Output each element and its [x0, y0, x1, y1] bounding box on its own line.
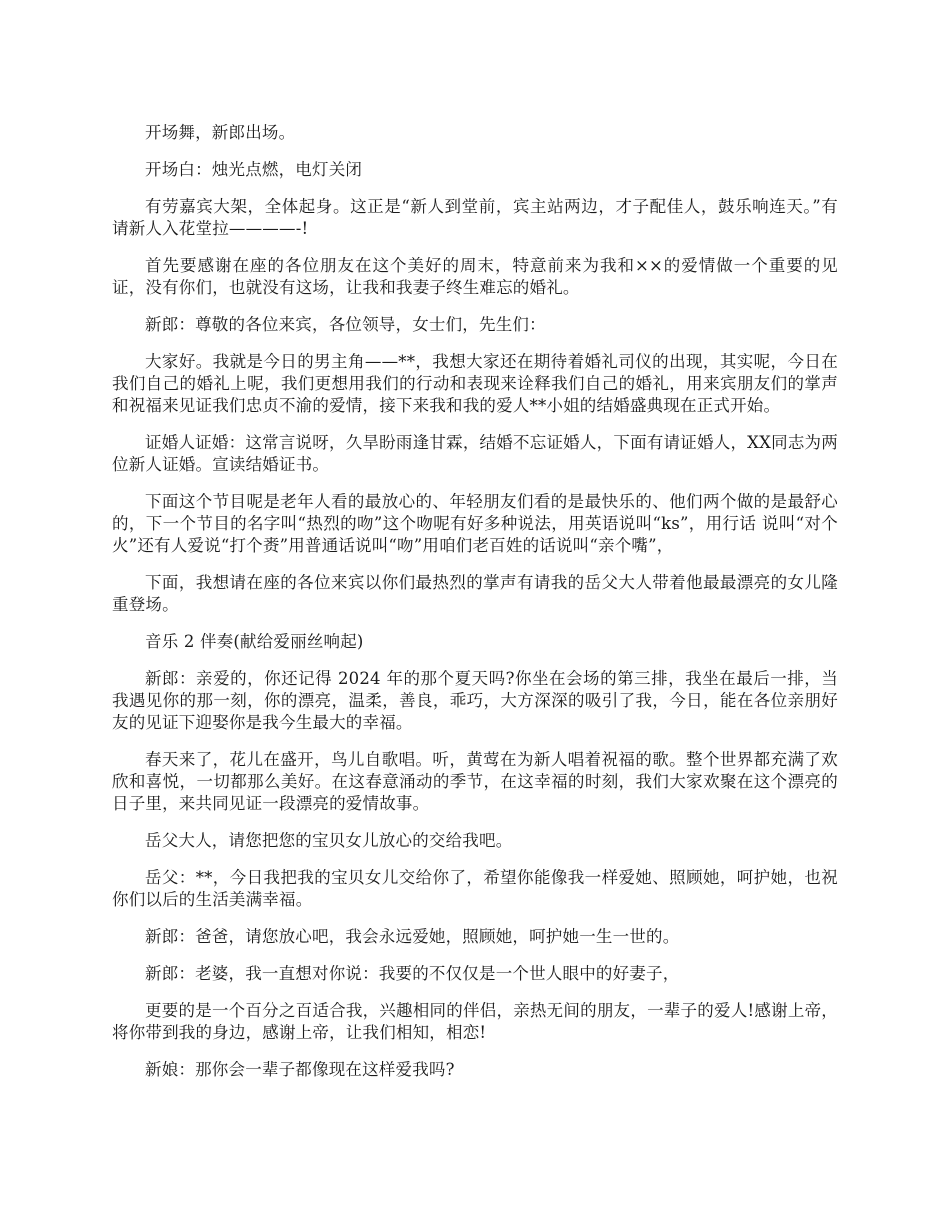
paragraph: 下面这个节目呢是老年人看的最放心的、年轻朋友们看的是最快乐的、他们两个做的是最舒心的，下一个节目的名字叫“热烈的吻”这个吻呢有好多种说法，用英语说叫“ks”，用行话 说叫“对个火”还有人爱说“打个赉”用普通话说叫“吻”用咱们老百姓的话说叫“亲个嘴”，: [112, 492, 838, 555]
paragraph: 下面，我想请在座的各位来宾以你们最热烈的掌声有请我的岳父大人带着他最最漂亮的女儿隆重登场。: [112, 573, 838, 614]
paragraph: 新郎：老婆，我一直想对你说：我要的不仅仅是一个世人眼中的好妻子，: [145, 964, 680, 983]
paragraph: 岳父大人，请您把您的宝贝女儿放心的交给我吧。: [145, 831, 513, 850]
paragraph: 新郎：爸爸，请您放心吧，我会永远爱她，照顾她，呵护她一生一世的。: [145, 927, 680, 946]
paragraph: 开场舞，新郎出场。: [145, 123, 296, 142]
paragraph: 春天来了，花儿在盛开，鸟儿自歌唱。听，黄莺在为新人唱着祝福的歌。整个世界都充满了欢欣和喜悦，一切都那么美好。在这春意涌动的季节，在这幸福的时刻，我们大家欢聚在这个漂亮的日子里，来共同见证一段漂亮的爱情故事。: [112, 750, 838, 813]
paragraph: 音乐 2 伴奏(献给爱丽丝响起): [145, 632, 364, 651]
paragraph: 首先要感谢在座的各位朋友在这个美好的周末，特意前来为我和××的爱情做一个重要的见证，没有你们，也就没有这场，让我和我妻子终生难忘的婚礼。: [112, 256, 838, 297]
paragraph: 岳父：**，今日我把我的宝贝女儿交给你了，希望你能像我一样爱她、照顾她，呵护她，也祝你们以后的生活美满幸福。: [112, 868, 838, 909]
paragraph: 新郎：尊敬的各位来宾，各位领导，女士们，先生们：: [145, 315, 546, 334]
paragraph: 证婚人证婚：这常言说呀，久旱盼雨逢甘霖，结婚不忘证婚人，下面有请证婚人，XX同志为两位新人证婚。宣读结婚证书。: [112, 433, 838, 474]
paragraph: 开场白：烛光点燃，电灯关闭: [145, 160, 363, 179]
paragraph: 新娘：那你会一辈子都像现在这样爱我吗?: [145, 1060, 455, 1079]
paragraph: 更要的是一个百分之百适合我，兴趣相同的伴侣，亲热无间的朋友，一辈子的爱人!感谢上帝，将你带到我的身边，感谢上帝，让我们相知，相恋!: [112, 1001, 838, 1042]
paragraph: 新郎：亲爱的，你还记得 2024 年的那个夏天吗?你坐在会场的第三排，我坐在最后一排，当我遇见你的那一刻，你的漂亮，温柔，善良，乖巧，大方深深的吸引了我，今日，能在各位亲朋好友的见证下迎娶你是我今生最大的幸福。: [112, 669, 838, 732]
paragraph: 有劳嘉宾大架，全体起身。这正是“新人到堂前，宾主站两边，才子配佳人，鼓乐响连天。”有请新人入花堂拉————-!: [112, 197, 838, 238]
paragraph: 大家好。我就是今日的男主角——**，我想大家还在期待着婚礼司仪的出现，其实呢，今日在我们自己的婚礼上呢，我们更想用我们的行动和表现来诠释我们自己的婚礼，用来宾朋友们的掌声和祝福来见证我们忠贞不渝的爱情，接下来我和我的爱人**小姐的结婚盛典现在正式开始。: [112, 352, 838, 415]
document-body: [112, 122, 838, 1096]
